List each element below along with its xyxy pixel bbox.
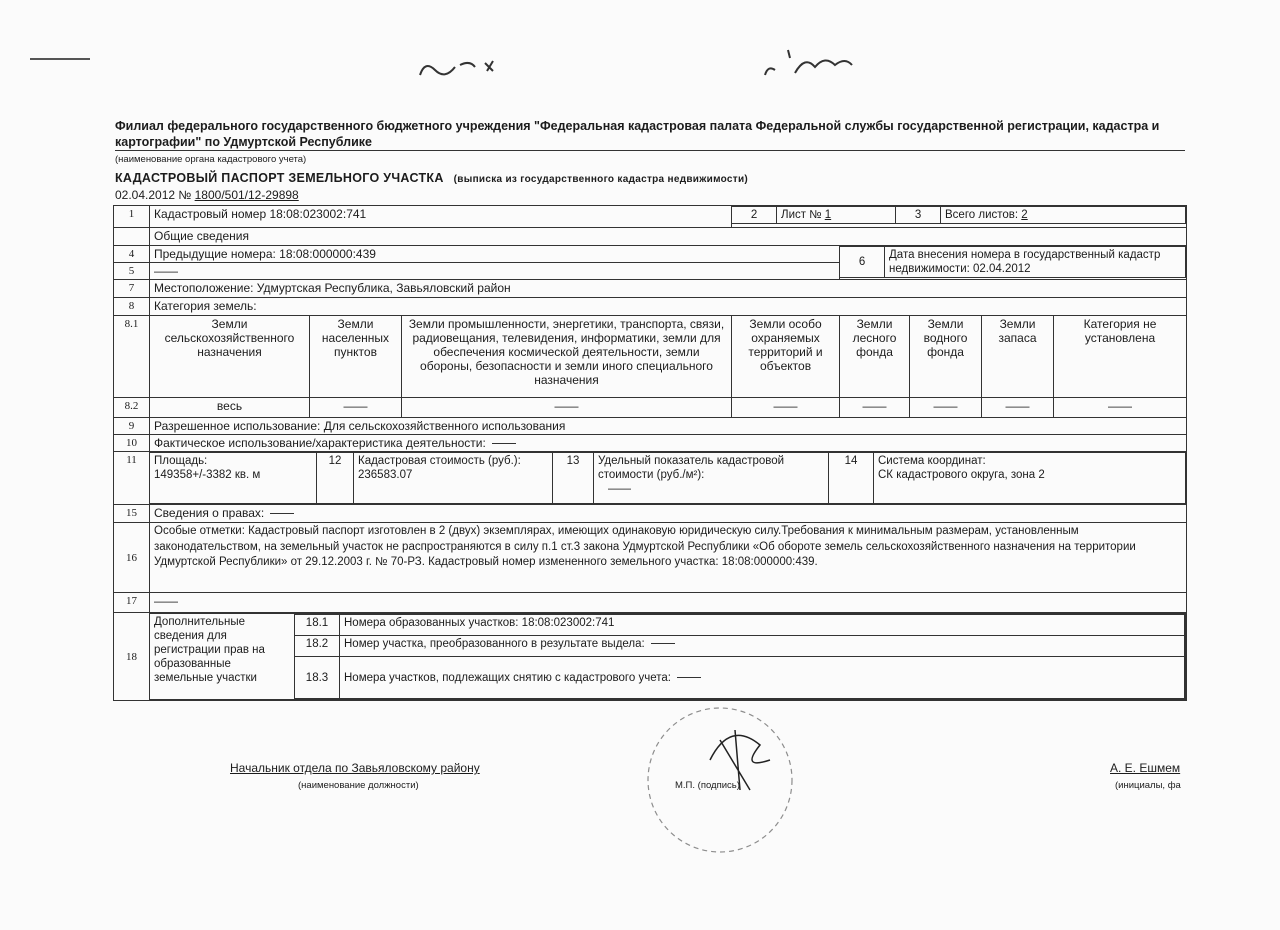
signatory-position: Начальник отдела по Завьяловскому району <box>230 761 480 775</box>
divider <box>115 150 1185 151</box>
row-8 <box>114 298 1187 316</box>
signatory-name: А. Е. Ешмем <box>1110 761 1181 775</box>
location: Местоположение: Удмуртская Республика, Завьяловский район <box>150 280 1187 298</box>
category-value: —— <box>982 398 1054 418</box>
category-label: Земли населенных пунктов <box>310 316 402 398</box>
document-number <box>115 188 299 202</box>
document-title <box>115 171 748 185</box>
row-number: 14 <box>829 453 874 504</box>
row-number: 4 <box>114 246 150 263</box>
cadastral-number: Кадастровый номер 18:08:023002:741 <box>150 206 732 228</box>
category-label: Земли запаса <box>982 316 1054 398</box>
empty-dash <box>651 643 675 644</box>
passport-form <box>113 205 1187 701</box>
converted-plot: Номер участка, преобразованного в результате выдела: <box>340 636 1185 657</box>
category-label: Категория не установлена <box>1054 316 1187 398</box>
land-category: Категория земель: <box>150 298 1187 316</box>
row-7 <box>114 280 1187 298</box>
removed-plots: Номера участков, подлежащих снятию с кадастрового учета: <box>340 657 1185 699</box>
number-value: 1800/501/12-29898 <box>194 188 299 202</box>
title-subtitle: (выписка из государственного кадастра недвижимости) <box>453 174 749 185</box>
row-17-value: —— <box>150 593 1187 613</box>
row-number: 8.2 <box>114 398 150 418</box>
row-number: 6 <box>840 247 885 278</box>
row-16 <box>114 523 1187 593</box>
category-label: Земли водного фонда <box>910 316 982 398</box>
category-label: Земли сельскохозяйственного назначения <box>150 316 310 398</box>
row-8-2 <box>114 398 1187 418</box>
name-caption: (инициалы, фа <box>1115 780 1181 791</box>
row-number: 18.3 <box>295 657 340 699</box>
row-8-1 <box>114 316 1187 398</box>
row-18 <box>114 613 1187 701</box>
row-number: 8.1 <box>114 316 150 398</box>
section-heading: Общие сведения <box>150 228 1187 246</box>
row-number: 10 <box>114 435 150 452</box>
handwritten-scribble <box>760 45 860 85</box>
category-value: —— <box>310 398 402 418</box>
row-number: 17 <box>114 593 150 613</box>
area: Площадь: 149358+/-3382 кв. м <box>150 453 317 504</box>
formed-plots: Номера образованных участков: 18:08:023002:741 <box>340 615 1185 636</box>
rights: Сведения о правах: <box>150 505 1187 523</box>
row-number: 18.1 <box>295 615 340 636</box>
row-number: 9 <box>114 418 150 435</box>
sheet-number: Лист № 1 <box>777 207 896 224</box>
category-value: —— <box>732 398 840 418</box>
row-number: 8 <box>114 298 150 316</box>
row-number: 18 <box>114 613 150 701</box>
organization-name: Филиал федерального государственного бюджетного учреждения "Федеральная кадастровая палата Федеральной службы государственной регистрации, кадастра и картографии" по Удмуртской Республике <box>115 119 1160 149</box>
total-sheets: Всего листов: 2 <box>941 207 1186 224</box>
row-17 <box>114 593 1187 613</box>
document-date: 02.04.2012 <box>115 188 176 202</box>
category-value: весь <box>150 398 310 418</box>
permitted-use: Разрешенное использование: Для сельскохозяйственного использования <box>150 418 1187 435</box>
additional-info-label: Дополнительные сведения для регистрации прав на образованные земельные участки <box>150 614 295 700</box>
row-number: 7 <box>114 280 150 298</box>
category-value: —— <box>840 398 910 418</box>
row-10 <box>114 435 1187 452</box>
registration-date: Дата внесения номера в государственный кадастр недвижимости: 02.04.2012 <box>885 247 1186 278</box>
empty-dash <box>492 443 516 444</box>
row-4 <box>114 246 1187 263</box>
category-label: Земли промышленности, энергетики, транспорта, связи, радиовещания, телевидения, информатики, земли для обеспечения космической деятельности, земли обороны, безопасности и земли иного специального назначения <box>402 316 732 398</box>
row-number: 15 <box>114 505 150 523</box>
stamp-caption: М.П. (подпись) <box>675 780 740 791</box>
category-value: —— <box>402 398 732 418</box>
previous-numbers: Предыдущие номера: 18:08:000000:439 <box>150 246 840 263</box>
row-15 <box>114 505 1187 523</box>
category-value: —— <box>910 398 982 418</box>
row-number: 2 <box>732 207 777 224</box>
empty-dash <box>270 513 294 514</box>
row-1 <box>114 206 1187 228</box>
row-5-value: —— <box>150 263 840 280</box>
row-number: 16 <box>114 523 150 593</box>
coordinate-system: Система координат: СК кадастрового округа, зона 2 <box>874 453 1186 504</box>
actual-use: Фактическое использование/характеристика деятельности: <box>150 435 1187 452</box>
row-number: 11 <box>114 452 150 505</box>
row-number: 3 <box>896 207 941 224</box>
category-label: Земли лесного фонда <box>840 316 910 398</box>
row-number: 18.2 <box>295 636 340 657</box>
organization-caption: (наименование органа кадастрового учета) <box>115 154 307 165</box>
specific-value: Удельный показатель кадастровой стоимости (руб./м²): —— <box>594 453 829 504</box>
category-label: Земли особо охраняемых территорий и объектов <box>732 316 840 398</box>
section-general <box>114 228 1187 246</box>
special-notes: Особые отметки: Кадастровый паспорт изготовлен в 2 (двух) экземплярах, имеющих одинаковую юридическую силу.Требования к минимальным размерам, установленным законодательством, на земельный участок не распространяются в силу п.1 ст.3 закона Удмуртской Республики «Об обороте земель сельскохозяйственного назначения на территории Удмуртской Республики» от 29.12.2003 г. № 70-РЗ. Кадастровый номер измененного земельного участка: 18:08:000000:439. <box>150 523 1187 593</box>
row-number: 1 <box>114 206 150 228</box>
position-caption: (наименование должности) <box>298 780 419 791</box>
scan-artifact <box>30 58 90 60</box>
title-text: КАДАСТРОВЫЙ ПАСПОРТ ЗЕМЕЛЬНОГО УЧАСТКА <box>115 171 444 185</box>
category-value: —— <box>1054 398 1187 418</box>
empty-dash <box>677 677 701 678</box>
row-number: 5 <box>114 263 150 280</box>
row-number: 13 <box>553 453 594 504</box>
cadastral-value: Кадастровая стоимость (руб.): 236583.07 <box>354 453 553 504</box>
row-number: 12 <box>317 453 354 504</box>
row-11 <box>114 452 1187 505</box>
number-prefix: № <box>178 188 192 202</box>
row-9 <box>114 418 1187 435</box>
handwritten-scribble <box>415 55 515 85</box>
